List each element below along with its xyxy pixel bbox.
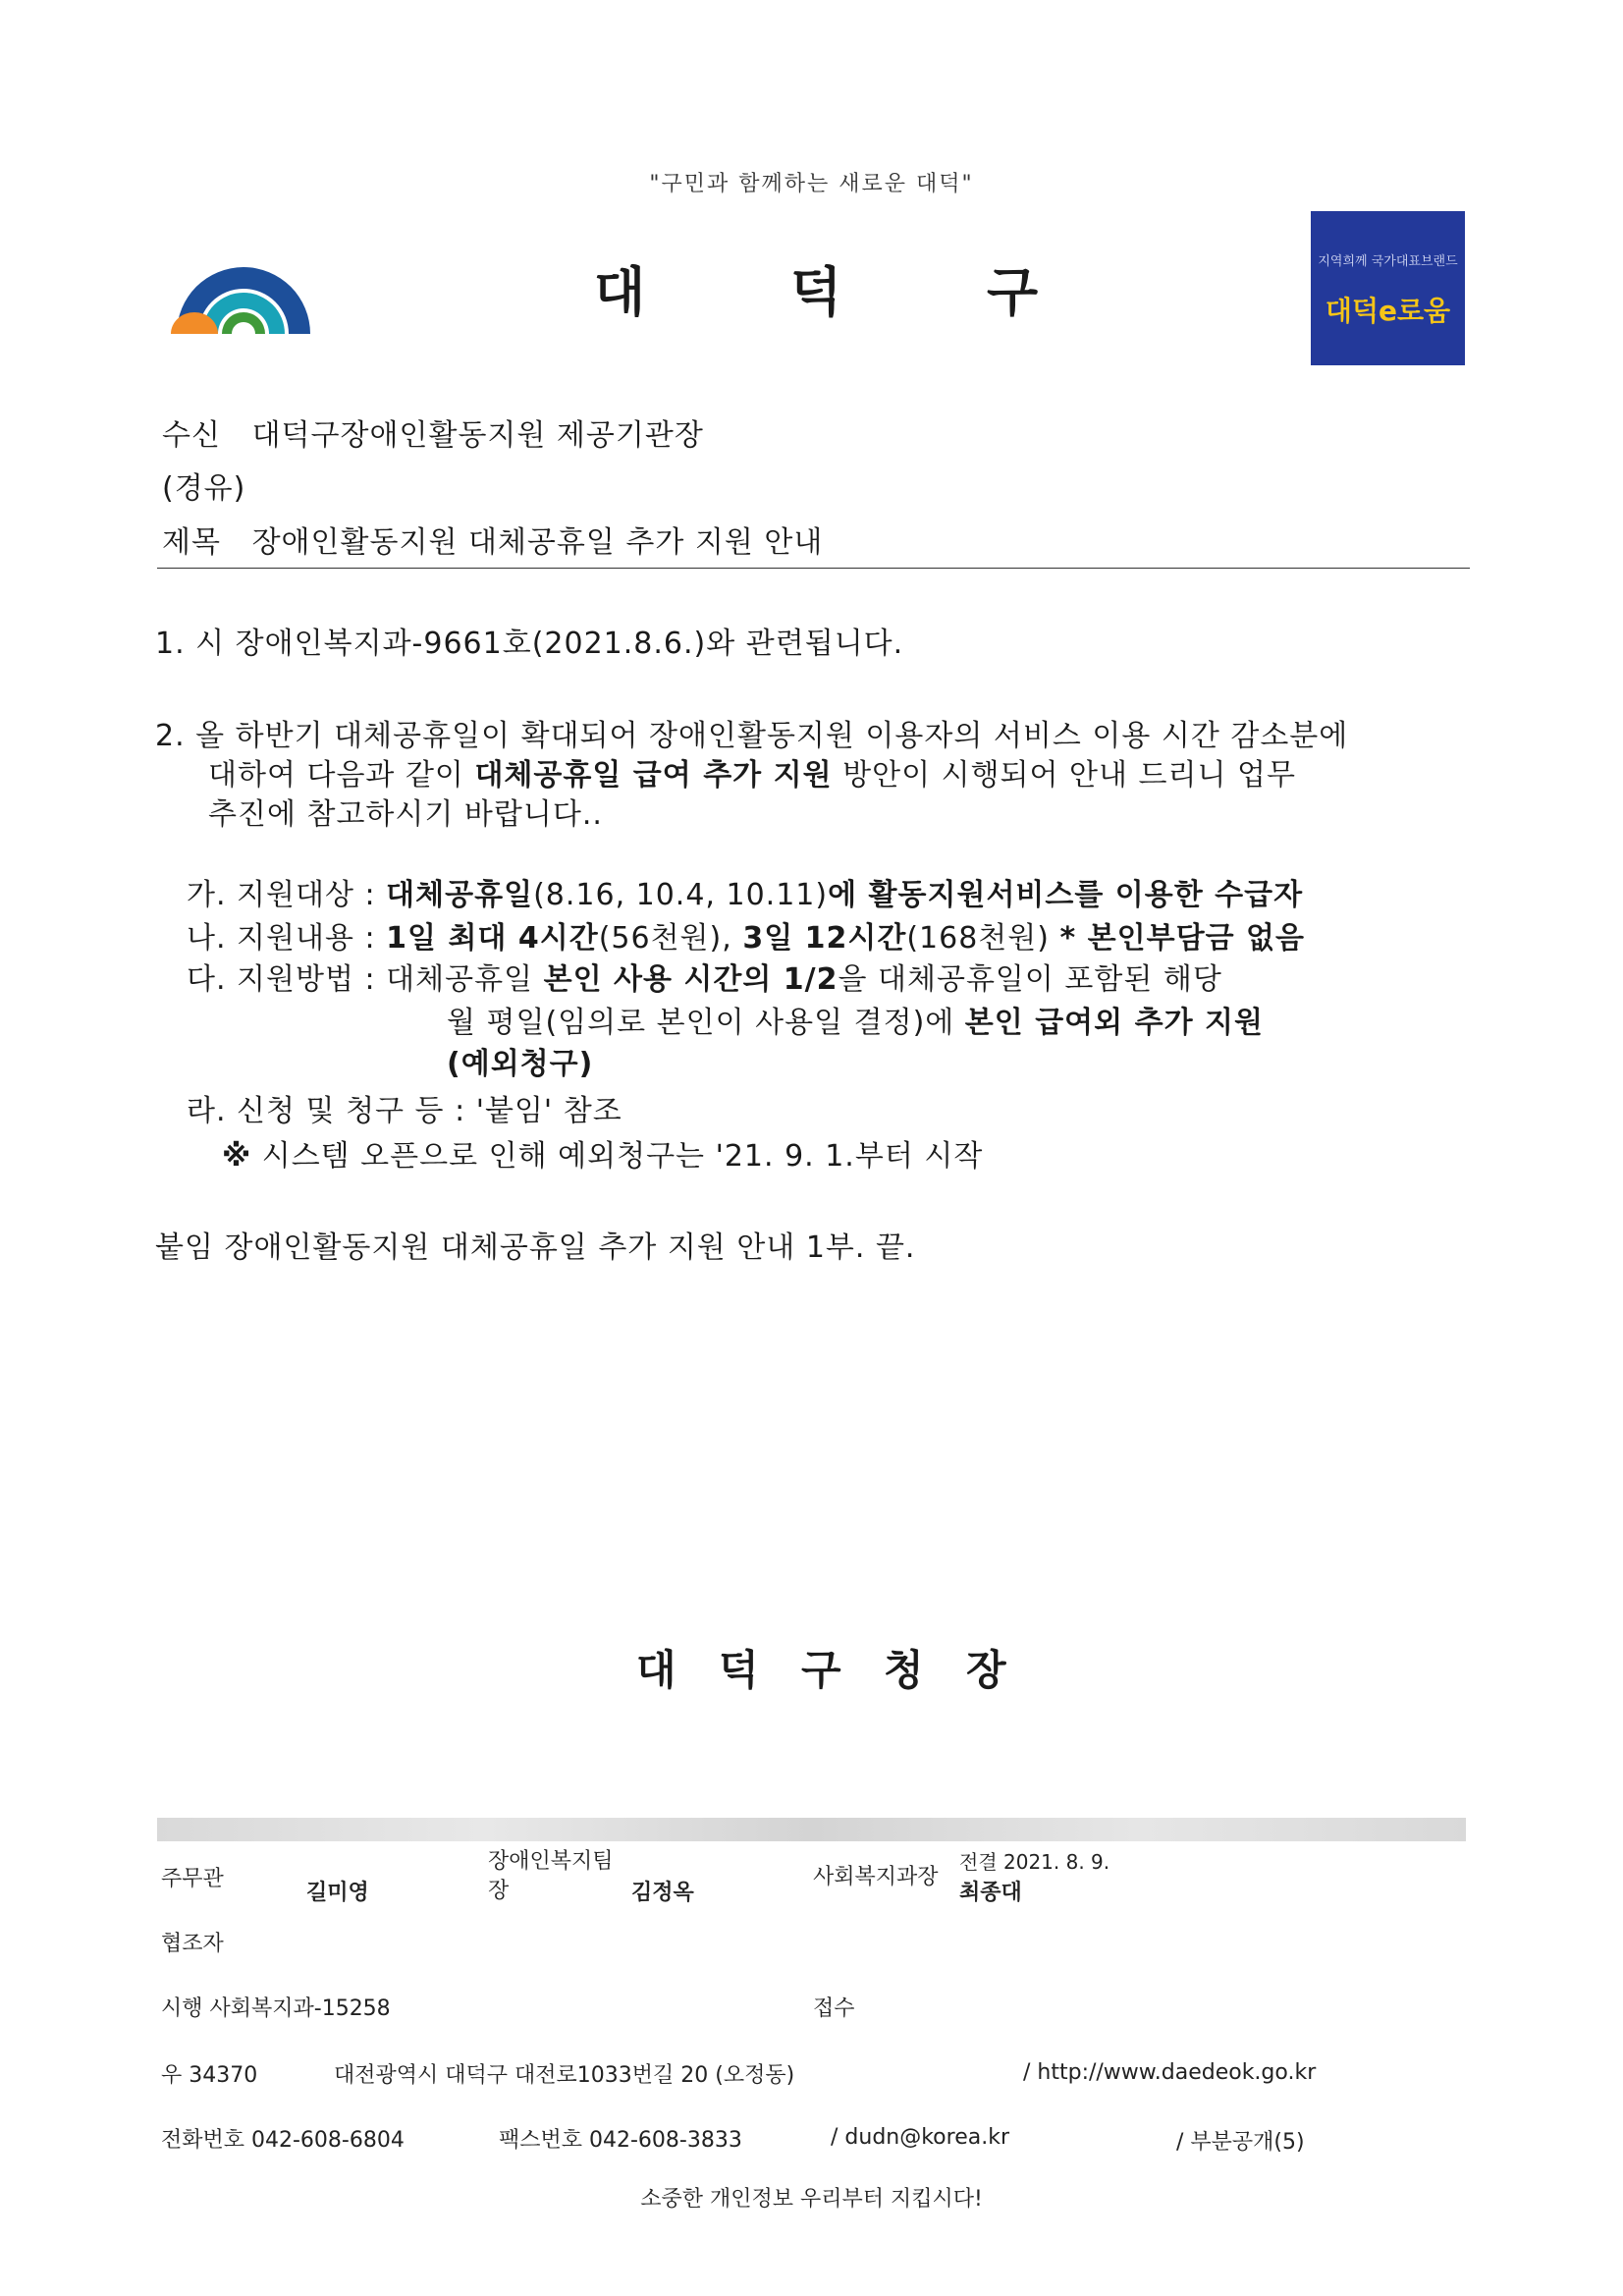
phone-number: 전화번호 042-608-6804: [161, 2128, 405, 2153]
footer-band: [157, 1818, 1466, 1841]
email-link[interactable]: / dudn@korea.kr: [831, 2125, 1009, 2150]
emphasis-text: 본인 사용 시간의 1/2: [543, 962, 839, 997]
final-approval-date: 전결 2021. 8. 9.: [959, 1850, 1110, 1874]
paragraph-2-line-3: 추진에 참고하시기 바랍니다..: [208, 797, 603, 832]
signatory-char: 구: [801, 1646, 841, 1694]
approver-role-3: 사회복지과장: [813, 1865, 939, 1889]
signatory-char: 덕: [719, 1646, 759, 1694]
item-da: [187, 955, 1222, 998]
approver-role-2: 장애인복지팀: [488, 1849, 614, 1874]
reference-mark-icon: ※: [222, 1139, 252, 1174]
text: (8.16, 10.4, 10.11): [533, 878, 829, 912]
text: (56천원),: [598, 921, 743, 956]
approver-name-3: 최종대: [959, 1881, 1022, 1905]
daedeok-logo: [167, 228, 318, 334]
emphasis-text: 1일 최대 4시간: [386, 921, 599, 956]
item-ra: 라. 신청 및 청구 등 : '붙임' 참조: [187, 1094, 622, 1128]
item-da-line-3: (예외청구): [447, 1047, 594, 1081]
brand-tagline: 지역희께 국가대표브랜드: [1318, 254, 1458, 269]
approver-name-2: 김정옥: [631, 1881, 694, 1905]
signatory-char: 장: [966, 1646, 1006, 1694]
subject-label: 제목: [162, 525, 221, 560]
emphasis-text: 대체공휴일 급여 추가 지원: [474, 758, 833, 793]
privacy-slogan: 소중한 개인정보 우리부터 지킵시다!: [640, 2187, 983, 2212]
recipient-label: 수신: [162, 418, 221, 453]
slogan: "구민과 함께하는 새로운 대덕": [649, 172, 974, 196]
note-text: 시스템 오픈으로 인해 예외청구는 '21. 9. 1.부터 시작: [251, 1139, 984, 1174]
emphasis-text: 에 활동지원서비스를 이용한 수급자: [828, 878, 1304, 912]
emphasis-text: 대체공휴일: [386, 878, 534, 912]
org-char: 구: [987, 261, 1039, 323]
brand-name: 대덕e로움: [1325, 295, 1451, 327]
text: 월 평일(임의로 본인이 사용일 결정)에: [447, 1006, 965, 1040]
disclosure-status: / 부분공개(5): [1176, 2130, 1305, 2155]
approver-role-1: 주무관: [161, 1867, 224, 1891]
emphasis-text: 본인 급여외 추가 지원: [964, 1006, 1264, 1040]
recipient-row: [162, 410, 704, 454]
paragraph-1: 1. 시 장애인복지과-9661호(2021.8.6.)와 관련됩니다.: [155, 627, 904, 661]
via-label: (경유): [162, 471, 246, 506]
website-link[interactable]: / http://www.daedeok.go.kr: [1023, 2060, 1317, 2085]
text: 을 대체공휴일이 포함된 해당: [838, 962, 1222, 997]
item-label: 나. 지원내용 :: [187, 921, 387, 956]
approver-name-1: 길미영: [306, 1881, 369, 1905]
fax-number: 팩스번호 042-608-3833: [499, 2128, 742, 2153]
signatory-char: 대: [636, 1646, 676, 1694]
text: 방안이 시행되어 안내 드리니 업무: [832, 758, 1296, 793]
enforcement-number: 시행 사회복지과-15258: [161, 1996, 391, 2021]
paragraph-2-line-1: 2. 올 하반기 대체공휴일이 확대되어 장애인활동지원 이용자의 서비스 이용 시간 감소분에: [155, 719, 1349, 753]
item-label: 다. 지원방법 :: [187, 962, 387, 997]
text: 대하여 다음과 같이: [208, 758, 475, 793]
item-na: [187, 913, 1305, 957]
item-da-line-2: [447, 998, 1264, 1041]
recipient-value: 대덕구장애인활동지원 제공기관장: [251, 418, 704, 453]
org-char: 덕: [790, 261, 842, 323]
paragraph-2-line-2: [208, 750, 1296, 793]
header-divider: [157, 568, 1470, 569]
item-ga: [187, 870, 1303, 913]
emphasis-text: * 본인부담금 없음: [1059, 921, 1305, 956]
receipt-label: 접수: [813, 1996, 855, 2021]
postal-code: 우 34370: [161, 2063, 258, 2088]
brand-badge: [1311, 211, 1465, 365]
attachment-line: 붙임 장애인활동지원 대체공휴일 추가 지원 안내 1부. 끝.: [155, 1230, 916, 1265]
approver-role-2-suffix: 장: [488, 1879, 510, 1903]
cooperator-label: 협조자: [161, 1932, 224, 1956]
logo-arc-green: [222, 312, 265, 334]
subject-row: [162, 518, 823, 561]
signatory-char: 청: [884, 1646, 924, 1694]
address: 대전광역시 대덕구 대전로1033번길 20 (오정동): [334, 2063, 795, 2088]
subject-value: 장애인활동지원 대체공휴일 추가 지원 안내: [251, 525, 824, 560]
text: (168천원): [906, 921, 1060, 956]
text: 대체공휴일: [386, 962, 544, 997]
org-char: 대: [594, 261, 646, 323]
note: [222, 1131, 983, 1175]
item-label: 가. 지원대상 :: [187, 878, 387, 912]
emphasis-text: 3일 12시간: [742, 921, 907, 956]
